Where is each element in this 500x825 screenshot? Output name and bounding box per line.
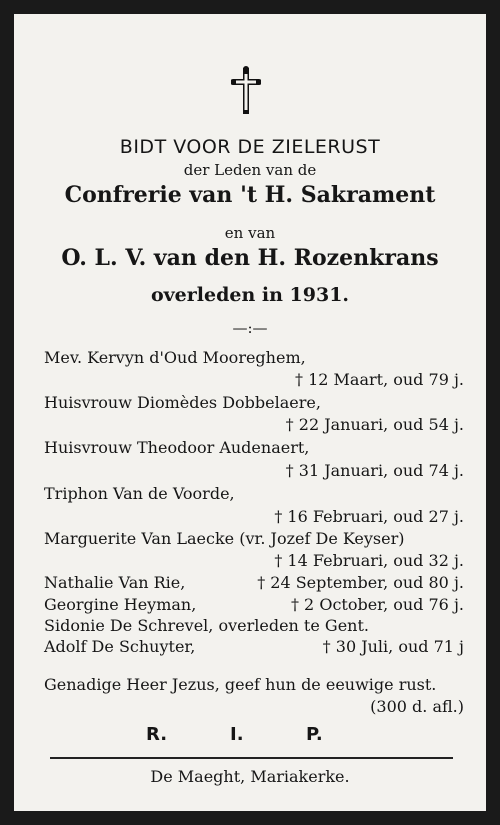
memorial-card xyxy=(14,14,486,811)
rip-letter: R. xyxy=(146,724,168,745)
entry-date: † 14 Februari, oud 32 j. xyxy=(274,551,464,570)
entry-date: † 24 September, oud 80 j. xyxy=(257,573,464,592)
heading-rosary: O. L. V. van den H. Rozenkrans xyxy=(61,245,439,271)
divider xyxy=(50,757,453,759)
heading-members: der Leden van de xyxy=(183,161,317,179)
entry-name: Mev. Kervyn d'Oud Mooreghem, xyxy=(44,348,306,367)
heading-pray: BIDT VOOR DE ZIELERUST xyxy=(119,136,381,158)
indulgence: (300 d. afl.) xyxy=(370,697,464,716)
entry-name: Georgine Heyman, xyxy=(44,595,197,614)
entry-date: † 2 October, oud 76 j. xyxy=(290,595,464,614)
entry-name: Huisvrouw Diomèdes Dobbelaere, xyxy=(44,393,321,412)
separator: —:— xyxy=(232,319,268,337)
prayer-text: Genadige Heer Jezus, geef hun de eeuwige rust. xyxy=(44,675,437,694)
rip-letter: P. xyxy=(306,724,323,745)
entry-name: Triphon Van de Voorde, xyxy=(44,484,235,503)
entry-name: Adolf De Schuyter, xyxy=(44,637,196,656)
entry-date: † 30 Juli, oud 71 j xyxy=(322,637,464,656)
entry-name: Huisvrouw Theodoor Audenaert, xyxy=(44,438,310,457)
entry-date: † 16 Februari, oud 27 j. xyxy=(274,507,464,526)
rip-letter: I. xyxy=(230,724,244,745)
ornate-cross-icon xyxy=(231,66,261,116)
entry-name: Sidonie De Schrevel, overleden te Gent. xyxy=(44,616,369,635)
entry-name: Marguerite Van Laecke (vr. Jozef De Keyser) xyxy=(44,529,405,548)
entry-date: † 12 Maart, oud 79 j. xyxy=(295,370,464,389)
entry-date: † 22 Januari, oud 54 j. xyxy=(285,415,464,434)
printer-credit: De Maeght, Mariakerke. xyxy=(150,767,350,786)
heading-confraternity: Confrerie van 't H. Sakrament xyxy=(64,182,436,208)
heading-year: overleden in 1931. xyxy=(150,284,350,306)
heading-and: en van xyxy=(224,224,276,242)
entry-date: † 31 Januari, oud 74 j. xyxy=(285,461,464,480)
entry-name: Nathalie Van Rie, xyxy=(44,573,186,592)
